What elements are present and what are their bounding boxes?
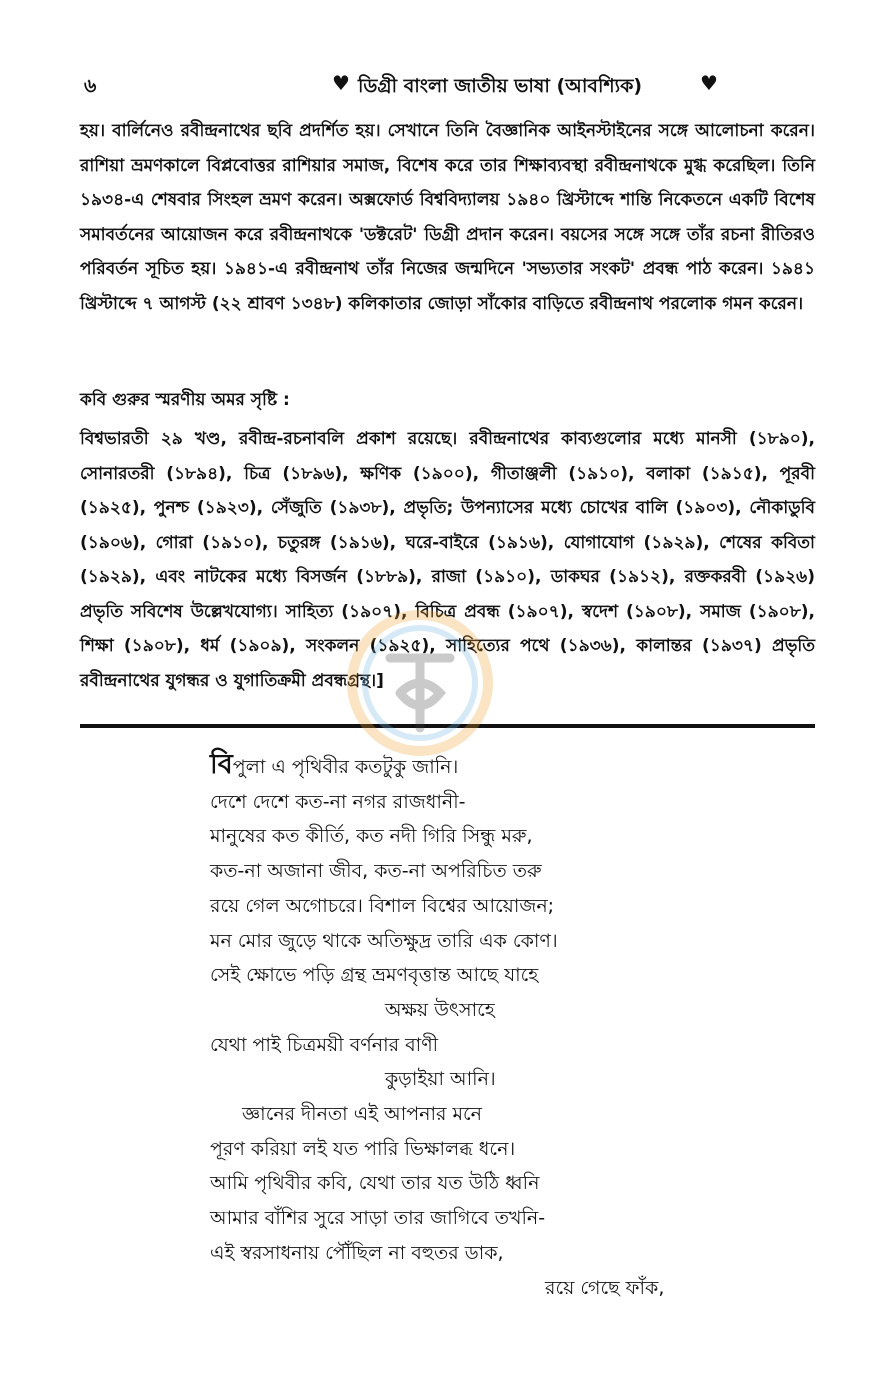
biography-paragraph: হয়। বার্লিনেও রবীন্দ্রনাথের ছবি প্রদর্শিত হয়। সেখানে তিনি বৈজ্ঞানিক আইনস্টাইনের সঙ্গে আলোচনা করেন। রাশিয়া ভ্রমণকালে বিপ্লবোত্তর রাশিয়ার সমাজ, বিশেষ করে তার শিক্ষাব্যবস্থা রবীন্দ্রনাথকে মুগ্ধ করেছিল। তিনি ১৯৩৪-এ শেষবার সিংহল ভ্রমণ করেন। অক্সফোর্ড বিশ্ববিদ্যালয় ১৯৪০ খ্রিস্টাব্দে শান্তি নিকেতনে একটি বিশেষ সমাবর্তনের আয়োজন করে রবীন্দ্রনাথকে 'ডক্টরেট' ডিগ্রী প্রদান করেন। বয়সের সঙ্গে সঙ্গে তাঁর রচনা রীতিরও পরিবর্তন সূচিত হয়। ১৯৪১-এ রবীন্দ্রনাথ তাঁর নিজের জন্মদিনে 'সভ্যতার সংকট' প্রবন্ধ পাঠ করেন। ১৯৪১ খ্রিস্টাব্দে ৭ আগস্ট (২২ শ্রাবণ ১৩৪৮) কলিকাতার জোড়া সাঁকোর বাড়িতে রবীন্দ্রনাথ পরলোক গমন করেন। bbox=[80, 121, 815, 314]
poem-line: কত-না অজানা জীব, কত-না অপরিচিত তরু bbox=[210, 860, 542, 883]
poem-first-line: পুলা এ পৃথিবীর কতটুকু জানি। bbox=[232, 756, 459, 778]
poem-line: মানুষের কত কীর্তি, কত নদী গিরি সিন্ধু মরু, bbox=[210, 825, 533, 848]
poem-line: দেশে দেশে কত-না নগর রাজধানী- bbox=[210, 790, 466, 813]
watermark-logo-icon bbox=[345, 598, 495, 768]
heart-ornament-left: ♥ bbox=[332, 71, 350, 95]
poem-line: যেথা পাই চিত্রময়ী বর্ণনার বাণী bbox=[210, 1033, 439, 1056]
poem-lines bbox=[210, 785, 770, 1306]
heart-ornament-right: ♥ bbox=[700, 71, 718, 95]
running-title: ডিগ্রী বাংলা জাতীয় ভাষা (আবশ্যিক) bbox=[358, 75, 643, 97]
works-paragraph: বিশ্বভারতী ২৯ খণ্ড, রবীন্দ্র-রচনাবলি প্রকাশ রয়েছে। রবীন্দ্রনাথের কাব্যগুলোর মধ্যে মানসী (১৮৯০), সোনারতরী (১৮৯৪), চিত্র (১৮৯৬), ক্ষণিক (১৯০০), গীতাঞ্জলী (১৯১০), বলাকা (১৯১৫), পূরবী (১৯২৫), পুনশ্চ (১৯২৩), সেঁজুতি (১৯৩৮), প্রভৃতি; উপন্যাসের মধ্যে চোখের বালি (১৯০৩), নৌকাডুবি (১৯০৬), গোরা (১৯১০), চতুরঙ্গ (১৯১৬), ঘরে-বাইরে (১৯১৬), যোগাযোগ (১৯২৯), শেষের কবিতা (১৯২৯), এবং নাটকের মধ্যে বিসর্জন (১৮৮৯), রাজা (১৯১০), ডাকঘর (১৯১২), রক্তকরবী (১৯২৬) প্রভৃতি সবিশেষ উল্লেখযোগ্য। সাহিত্য (১৯০৭), বিচিত্র প্রবন্ধ (১৯০৭), স্বদেশ (১৯০৮), সমাজ (১৯০৮), শিক্ষা (১৯০৮), ধর্ম (১৯০৯), সংকলন (১৯২৫), সাহিত্যের পথে (১৯৩৬), কালান্তর (১৯৩৭) প্রভৃতি রবীন্দ্রনাথের যুগন্ধর ও যুগাতিক্রমী প্রবন্ধগ্রন্থ।] bbox=[80, 429, 815, 691]
poem-block bbox=[210, 748, 770, 1305]
poem-line: মন মোর জুড়ে থাকে অতিক্ষুদ্র তারি এক কোণ। bbox=[210, 929, 558, 952]
poem-line: অক্ষয় উৎসাহে bbox=[385, 998, 495, 1021]
page-number: ৬ bbox=[84, 75, 97, 97]
poem-initial: বি bbox=[210, 749, 233, 780]
page-header bbox=[80, 72, 815, 102]
poem-line: এই স্বরসাধনায় পৌঁছিল না বহুতর ডাক, bbox=[210, 1241, 504, 1264]
poem-line: সেই ক্ষোভে পড়ি গ্রন্থ ভ্রমণবৃত্তান্ত আছে যাহে bbox=[210, 964, 539, 987]
poem-line: রয়ে গেল অগোচরে। বিশাল বিশ্বের আয়োজন; bbox=[210, 894, 555, 917]
poem-line bbox=[210, 748, 770, 785]
poem-line: আমার বাঁশির সুরে সাড়া তার জাগিবে তখনি- bbox=[210, 1207, 546, 1230]
poem-line: কুড়াইয়া আনি। bbox=[385, 1068, 496, 1091]
section-heading: কবি গুরুর স্মরণীয় অমর সৃষ্টি : bbox=[80, 390, 290, 410]
poem-line: জ্ঞানের দীনতা এই আপনার মনে bbox=[242, 1103, 483, 1126]
poem-line: আমি পৃথিবীর কবি, যেথা তার যত উঠি ধ্বনি bbox=[210, 1172, 540, 1195]
poem-line: রয়ে গেছে ফাঁক, bbox=[545, 1276, 665, 1299]
poem-line: পূরণ করিয়া লই যত পারি ভিক্ষালব্ধ ধনে। bbox=[210, 1137, 516, 1160]
